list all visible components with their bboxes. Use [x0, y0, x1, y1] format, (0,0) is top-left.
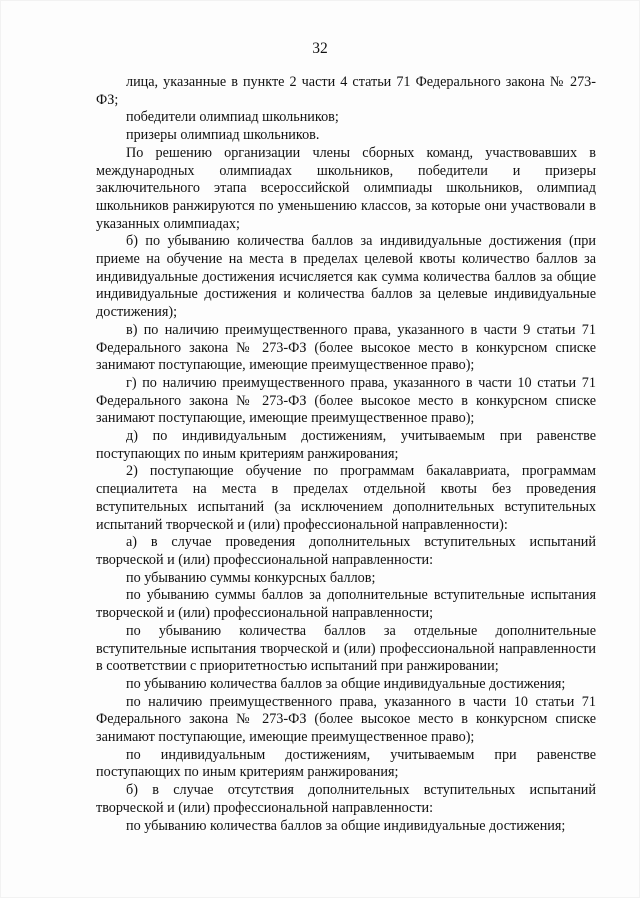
paragraph-olympiad-prizewinners: призеры олимпиад школьников. — [126, 127, 320, 144]
paragraph-olympiad-winners: победители олимпиад школьников; — [126, 109, 339, 126]
paragraph-competitive-score-sum: по убыванию суммы конкурсных баллов; — [126, 569, 376, 586]
paragraph-separate-additional-tests: по убыванию количества баллов за отдельные дополнительные вступительные испытания творческой и (или) профессиональной направленности в соответствии с приоритетностью испытаний при ранжировании; — [96, 622, 596, 675]
paragraph-item-g-priority-part10: г) по наличию преимущественного права, указанного в части 10 статьи 71 Федерального закона № 273-ФЗ (более высокое место в конкурсном списке занимают поступающие, имеющие преимущественное право); — [96, 374, 596, 427]
paragraph-item-a-additional-tests: а) в случае проведения дополнительных вступительных испытаний творческой и (или) профессиональной направленности: — [96, 534, 596, 568]
paragraph-item-2-separate-quota: 2) поступающие обучение по программам бакалавриата, программам специалитета на места в пределах отдельной квоты без проведения вступительных испытаний (за исключением дополнительных вступительных испытаний творческой и (или) профессиональной направленности): — [96, 463, 596, 533]
paragraph-individual-achievements-tie: по индивидуальным достижениям, учитываемым при равенстве поступающих по иным критериям ранжирования; — [96, 746, 596, 781]
paragraph-item-b-no-additional-tests: б) в случае отсутствия дополнительных вступительных испытаний творческой и (или) профессиональной направленности: — [96, 782, 596, 816]
page-number: 32 — [312, 40, 328, 57]
document-body — [96, 74, 596, 835]
paragraph-item-b-achievements: б) по убыванию количества баллов за индивидуальные достижения (при приеме на обучение на места в пределах целевой квоты количество баллов за индивидуальные достижения исчисляется как сумма количества баллов за общие индивидуальные достижения и количества баллов за целевые индивидуальные достижения); — [96, 233, 596, 321]
paragraph-general-achievements-last: по убыванию количества баллов за общие индивидуальные достижения; — [126, 817, 566, 834]
paragraph-team-members-ranking: По решению организации члены сборных команд, участвовавших в международных олимпиадах школьников, победители и призеры заключительного этапа всероссийской олимпиады школьников, олимпиад школьников ранжируются по уменьшению классов, за которые они участвовали в указанных олимпиадах; — [96, 144, 596, 232]
paragraph-item-v-priority-part9: в) по наличию преимущественного права, указанного в части 9 статьи 71 Федерального закона № 273-ФЗ (более высокое место в конкурсном списке занимают поступающие, имеющие преимущественное право); — [96, 321, 596, 374]
paragraph-additional-tests-sum: по убыванию суммы баллов за дополнительные вступительные испытания творческой и (или) профессиональной направленности; — [96, 587, 596, 622]
paragraph-priority-part10: по наличию преимущественного права, указанного в части 10 статьи 71 Федерального закона № 273-ФЗ (более высокое место в конкурсном списке занимают поступающие, имеющие преимущественное право); — [96, 693, 596, 746]
paragraph-general-achievements: по убыванию количества баллов за общие индивидуальные достижения; — [126, 675, 566, 692]
paragraph-item-d-individual: д) по индивидуальным достижениям, учитываемым при равенстве поступающих по иным критериям ранжирования; — [96, 428, 596, 462]
paragraph-persons-part4: лица, указанные в пункте 2 части 4 статьи 71 Федерального закона № 273-ФЗ; — [96, 74, 596, 108]
